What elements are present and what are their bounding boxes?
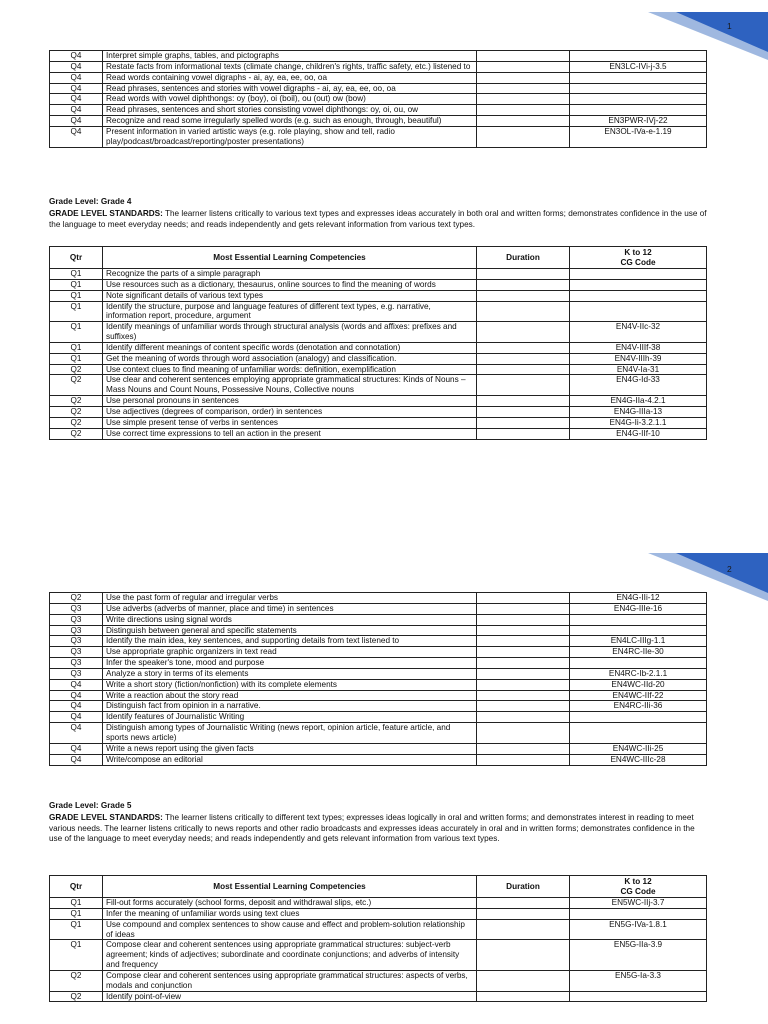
duration-cell	[477, 417, 570, 428]
duration-cell	[477, 375, 570, 396]
quarter-cell: Q3	[50, 636, 103, 647]
cg-code-cell	[570, 290, 707, 301]
cg-code-cell: EN4WC-IIi-25	[570, 743, 707, 754]
quarter-cell: Q1	[50, 269, 103, 280]
duration-cell	[477, 940, 570, 971]
cg-code-cell: EN5G-IIa-3.9	[570, 940, 707, 971]
duration-cell	[477, 126, 570, 147]
table-row	[50, 94, 707, 105]
cg-code-cell	[570, 625, 707, 636]
duration-cell	[477, 658, 570, 669]
quarter-cell: Q1	[50, 279, 103, 290]
quarter-cell: Q1	[50, 301, 103, 322]
table-row	[50, 105, 707, 116]
header-cg-code: K to 12 CG Code	[570, 247, 707, 269]
table-row	[50, 614, 707, 625]
competency-cell: Fill-out forms accurately (school forms, deposit and withdrawal slips, etc.)	[103, 898, 477, 909]
competency-cell: Infer the meaning of unfamiliar words using text clues	[103, 908, 477, 919]
quarter-cell: Q2	[50, 396, 103, 407]
quarter-cell: Q4	[50, 116, 103, 127]
cg-code-cell: EN4V-IIIh-39	[570, 353, 707, 364]
quarter-cell: Q4	[50, 51, 103, 62]
competency-table-continued	[49, 50, 707, 148]
table-row	[50, 940, 707, 971]
competency-cell: Restate facts from informational texts (climate change, children's rights, traffic safety, etc.) listened to	[103, 61, 477, 72]
quarter-cell: Q2	[50, 417, 103, 428]
table-row	[50, 269, 707, 280]
quarter-cell: Q4	[50, 61, 103, 72]
quarter-cell: Q2	[50, 991, 103, 1002]
duration-cell	[477, 723, 570, 744]
duration-cell	[477, 116, 570, 127]
quarter-cell: Q3	[50, 614, 103, 625]
competency-cell: Identify point-of-view	[103, 991, 477, 1002]
header-qtr: Qtr	[50, 876, 103, 898]
competency-cell: Identify the main idea, key sentences, and supporting details from text listened to	[103, 636, 477, 647]
quarter-cell: Q2	[50, 428, 103, 439]
duration-cell	[477, 647, 570, 658]
quarter-cell: Q3	[50, 603, 103, 614]
competency-cell: Use adverbs (adverbs of manner, place and time) in sentences	[103, 603, 477, 614]
page-number: 1	[727, 21, 732, 31]
cg-code-cell: EN4G-Id-33	[570, 375, 707, 396]
quarter-cell: Q4	[50, 701, 103, 712]
competency-cell: Identify meanings of unfamiliar words through structural analysis (words and affixes: prefixes and suffixes)	[103, 322, 477, 343]
duration-cell	[477, 603, 570, 614]
table-row	[50, 322, 707, 343]
duration-cell	[477, 679, 570, 690]
competency-cell: Identify different meanings of content specific words (denotation and connotation)	[103, 342, 477, 353]
duration-cell	[477, 690, 570, 701]
table-row	[50, 603, 707, 614]
competency-cell: Identify the structure, purpose and language features of different text types, e.g. narrative, information report, procedure, argument	[103, 301, 477, 322]
cg-code-cell: EN4G-IIi-12	[570, 593, 707, 604]
competency-cell: Compose clear and coherent sentences using appropriate grammatical structures: aspects of verbs, modals and conjunction	[103, 970, 477, 991]
table-row	[50, 290, 707, 301]
competency-cell: Read phrases, sentences and stories with vowel digraphs - ai, ay, ea, ee, oo, oa	[103, 83, 477, 94]
table-row	[50, 754, 707, 765]
duration-cell	[477, 342, 570, 353]
quarter-cell: Q1	[50, 940, 103, 971]
table-row	[50, 690, 707, 701]
table-row	[50, 83, 707, 94]
duration-cell	[477, 743, 570, 754]
table-row	[50, 919, 707, 940]
table-row	[50, 61, 707, 72]
table-row	[50, 991, 707, 1002]
duration-cell	[477, 991, 570, 1002]
competency-table-continued	[49, 592, 707, 766]
table-row	[50, 342, 707, 353]
duration-cell	[477, 908, 570, 919]
competency-cell: Distinguish fact from opinion in a narrative.	[103, 701, 477, 712]
duration-cell	[477, 428, 570, 439]
cg-code-cell: EN4V-Ia-31	[570, 364, 707, 375]
competency-cell: Write a reaction about the story read	[103, 690, 477, 701]
competency-table-grade-5	[49, 875, 707, 1002]
table-row	[50, 396, 707, 407]
competency-cell: Use personal pronouns in sentences	[103, 396, 477, 407]
quarter-cell: Q4	[50, 72, 103, 83]
duration-cell	[477, 898, 570, 909]
table-row	[50, 406, 707, 417]
quarter-cell: Q3	[50, 647, 103, 658]
cg-code-cell: EN5G-Ia-3.3	[570, 970, 707, 991]
duration-cell	[477, 61, 570, 72]
quarter-cell: Q4	[50, 679, 103, 690]
duration-cell	[477, 625, 570, 636]
header-duration: Duration	[477, 247, 570, 269]
competency-cell: Infer the speaker's tone, mood and purpose	[103, 658, 477, 669]
competency-cell: Use correct time expressions to tell an action in the present	[103, 428, 477, 439]
quarter-cell: Q1	[50, 353, 103, 364]
cg-code-cell: EN4G-IIIe-16	[570, 603, 707, 614]
cg-code-cell: EN3PWR-IVj-22	[570, 116, 707, 127]
table-row	[50, 593, 707, 604]
quarter-cell: Q3	[50, 625, 103, 636]
cg-code-cell: EN4G-IIf-10	[570, 428, 707, 439]
quarter-cell: Q1	[50, 322, 103, 343]
quarter-cell: Q4	[50, 712, 103, 723]
cg-code-cell: EN4RC-IIi-36	[570, 701, 707, 712]
table-row	[50, 701, 707, 712]
competency-cell: Get the meaning of words through word association (analogy) and classification.	[103, 353, 477, 364]
duration-cell	[477, 614, 570, 625]
table-row	[50, 364, 707, 375]
duration-cell	[477, 51, 570, 62]
duration-cell	[477, 269, 570, 280]
competency-cell: Write a short story (fiction/nonfiction) with its complete elements	[103, 679, 477, 690]
duration-cell	[477, 72, 570, 83]
cg-code-cell: EN4WC-IIIc-28	[570, 754, 707, 765]
competency-cell: Use the past form of regular and irregular verbs	[103, 593, 477, 604]
competency-cell: Write/compose an editorial	[103, 754, 477, 765]
duration-cell	[477, 701, 570, 712]
cg-code-cell	[570, 279, 707, 290]
cg-code-cell: EN4LC-IIIg-1.1	[570, 636, 707, 647]
table-row	[50, 417, 707, 428]
duration-cell	[477, 406, 570, 417]
cg-code-cell	[570, 723, 707, 744]
quarter-cell: Q2	[50, 970, 103, 991]
table-row	[50, 970, 707, 991]
table-row	[50, 898, 707, 909]
cg-code-cell: EN4G-IIIa-13	[570, 406, 707, 417]
quarter-cell: Q2	[50, 593, 103, 604]
table-row	[50, 353, 707, 364]
table-row	[50, 636, 707, 647]
cg-code-cell	[570, 908, 707, 919]
competency-cell: Read words with vowel diphthongs: oy (boy), oi (boil), ou (out) ow (bow)	[103, 94, 477, 105]
table-row	[50, 126, 707, 147]
cg-code-cell: EN5WC-IIj-3.7	[570, 898, 707, 909]
cg-code-cell: EN4G-Ii-3.2.1.1	[570, 417, 707, 428]
duration-cell	[477, 754, 570, 765]
grade-level-heading: Grade Level: Grade 5	[49, 801, 132, 810]
header-duration: Duration	[477, 876, 570, 898]
quarter-cell: Q4	[50, 754, 103, 765]
cg-code-cell	[570, 72, 707, 83]
table-row	[50, 625, 707, 636]
cg-code-cell	[570, 51, 707, 62]
competency-cell: Interpret simple graphs, tables, and pictographs	[103, 51, 477, 62]
cg-code-cell	[570, 105, 707, 116]
competency-cell: Write directions using signal words	[103, 614, 477, 625]
quarter-cell: Q4	[50, 690, 103, 701]
quarter-cell: Q4	[50, 105, 103, 116]
quarter-cell: Q4	[50, 723, 103, 744]
duration-cell	[477, 290, 570, 301]
table-row	[50, 668, 707, 679]
duration-cell	[477, 636, 570, 647]
duration-cell	[477, 279, 570, 290]
table-row	[50, 116, 707, 127]
competency-cell: Distinguish between general and specific statements	[103, 625, 477, 636]
competency-cell: Use context clues to find meaning of unfamiliar words: definition, exemplification	[103, 364, 477, 375]
header-qtr: Qtr	[50, 247, 103, 269]
cg-code-cell: EN4RC-IIe-30	[570, 647, 707, 658]
cg-code-cell: EN4V-IIc-32	[570, 322, 707, 343]
document-page-2	[0, 553, 768, 1024]
cg-code-cell	[570, 94, 707, 105]
table-row	[50, 723, 707, 744]
quarter-cell: Q1	[50, 919, 103, 940]
cg-code-cell: EN4RC-Ib-2.1.1	[570, 668, 707, 679]
competency-cell: Use compound and complex sentences to show cause and effect and problem-solution relationship of ideas	[103, 919, 477, 940]
quarter-cell: Q2	[50, 375, 103, 396]
cg-code-cell	[570, 614, 707, 625]
duration-cell	[477, 919, 570, 940]
quarter-cell: Q3	[50, 668, 103, 679]
header-competencies: Most Essential Learning Competencies	[103, 876, 477, 898]
quarter-cell: Q4	[50, 126, 103, 147]
table-row	[50, 428, 707, 439]
table-row	[50, 743, 707, 754]
quarter-cell: Q1	[50, 290, 103, 301]
grade-level-standards: GRADE LEVEL STANDARDS: The learner listens critically to different text types; expresses ideas logically in oral and written forms; and demonstrates interest in reading to meet various needs. The learner listens critically to news reports and other radio broadcasts and expresses ideas accurately in oral and in written forms; demonstrates confidence in the use of the language to meet everyday needs; and reads independently and gets relevant information from various text types.	[49, 813, 695, 844]
quarter-cell: Q3	[50, 658, 103, 669]
table-row	[50, 72, 707, 83]
table-row	[50, 908, 707, 919]
quarter-cell: Q2	[50, 406, 103, 417]
cg-code-cell: EN3OL-IVa-e-1.19	[570, 126, 707, 147]
competency-cell: Read phrases, sentences and short stories consisting vowel diphthongs: oy, oi, ou, ow	[103, 105, 477, 116]
quarter-cell: Q4	[50, 743, 103, 754]
competency-cell: Recognize the parts of a simple paragraph	[103, 269, 477, 280]
table-row	[50, 375, 707, 396]
competency-cell: Analyze a story in terms of its elements	[103, 668, 477, 679]
competency-cell: Compose clear and coherent sentences using appropriate grammatical structures: subject-verb agreement; kinds of adjectives; subordinate and coordinate conjunctions; and adverbs of intensity and frequency	[103, 940, 477, 971]
cg-code-cell	[570, 991, 707, 1002]
competency-cell: Use adjectives (degrees of comparison, order) in sentences	[103, 406, 477, 417]
competency-cell: Use simple present tense of verbs in sentences	[103, 417, 477, 428]
quarter-cell: Q4	[50, 83, 103, 94]
duration-cell	[477, 668, 570, 679]
cg-code-cell: EN4G-IIa-4.2.1	[570, 396, 707, 407]
competency-cell: Note significant details of various text types	[103, 290, 477, 301]
grade-level-heading: Grade Level: Grade 4	[49, 197, 132, 206]
page-number: 2	[727, 564, 732, 574]
duration-cell	[477, 593, 570, 604]
cg-code-cell: EN4WC-IId-20	[570, 679, 707, 690]
table-row	[50, 647, 707, 658]
competency-cell: Distinguish among types of Journalistic Writing (news report, opinion article, feature article, and sports news article)	[103, 723, 477, 744]
duration-cell	[477, 94, 570, 105]
quarter-cell: Q2	[50, 364, 103, 375]
competency-cell: Identify features of Journalistic Writing	[103, 712, 477, 723]
competency-cell: Use appropriate graphic organizers in text read	[103, 647, 477, 658]
cg-code-cell	[570, 83, 707, 94]
grade-level-standards: GRADE LEVEL STANDARDS: The learner listens critically to various text types and expresses ideas accurately in both oral and written forms; demonstrates confidence in the use of the language to meet everyday needs; and reads independently and gets relevant information from various text types.	[49, 209, 707, 229]
duration-cell	[477, 364, 570, 375]
duration-cell	[477, 105, 570, 116]
cg-code-cell: EN4WC-IIf-22	[570, 690, 707, 701]
competency-cell: Use clear and coherent sentences employing appropriate grammatical structures: Kinds of Nouns – Mass Nouns and Count Nouns, Possessive Nouns, Collective nouns	[103, 375, 477, 396]
cg-code-cell	[570, 658, 707, 669]
quarter-cell: Q4	[50, 94, 103, 105]
cg-code-cell: EN4V-IIIf-38	[570, 342, 707, 353]
cg-code-cell: EN5G-IVa-1.8.1	[570, 919, 707, 940]
competency-cell: Use resources such as a dictionary, thesaurus, online sources to find the meaning of words	[103, 279, 477, 290]
duration-cell	[477, 301, 570, 322]
duration-cell	[477, 970, 570, 991]
duration-cell	[477, 322, 570, 343]
competency-cell: Write a news report using the given facts	[103, 743, 477, 754]
competency-cell: Present information in varied artistic ways (e.g. role playing, show and tell, radio play/podcast/broadcast/reporting/poster presentations)	[103, 126, 477, 147]
table-row	[50, 679, 707, 690]
competency-table-grade-4	[49, 246, 707, 440]
cg-code-cell	[570, 301, 707, 322]
cg-code-cell: EN3LC-IVi-j-3.5	[570, 61, 707, 72]
header-cg-code: K to 12 CG Code	[570, 876, 707, 898]
duration-cell	[477, 353, 570, 364]
duration-cell	[477, 396, 570, 407]
cg-code-cell	[570, 712, 707, 723]
header-competencies: Most Essential Learning Competencies	[103, 247, 477, 269]
table-row	[50, 712, 707, 723]
duration-cell	[477, 83, 570, 94]
table-row	[50, 301, 707, 322]
competency-cell: Read words containing vowel digraphs - ai, ay, ea, ee, oo, oa	[103, 72, 477, 83]
quarter-cell: Q1	[50, 898, 103, 909]
quarter-cell: Q1	[50, 908, 103, 919]
quarter-cell: Q1	[50, 342, 103, 353]
cg-code-cell	[570, 269, 707, 280]
table-row	[50, 51, 707, 62]
duration-cell	[477, 712, 570, 723]
competency-cell: Recognize and read some irregularly spelled words (e.g. such as enough, through, beautiful)	[103, 116, 477, 127]
table-row	[50, 658, 707, 669]
table-row	[50, 279, 707, 290]
